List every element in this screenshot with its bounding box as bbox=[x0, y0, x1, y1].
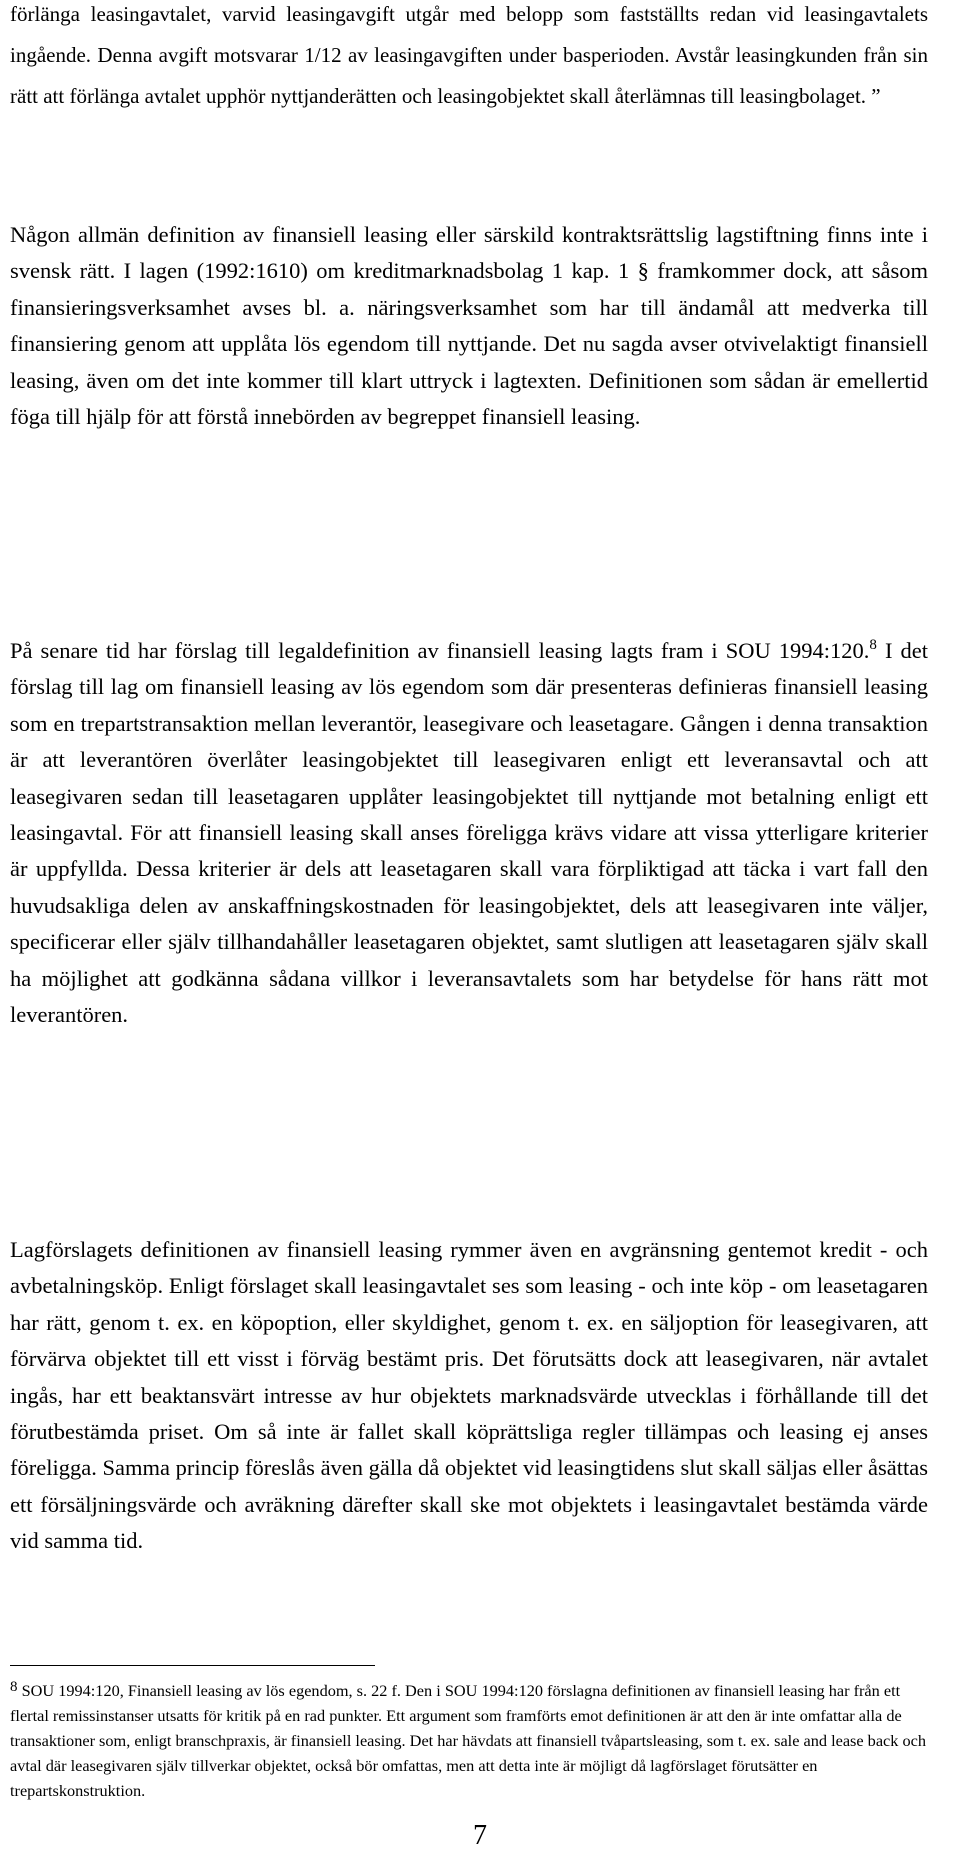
footnote-marker: 8 bbox=[10, 1679, 18, 1695]
paragraph-delimitation: Lagförslagets definitionen av finansiell leasing rymmer även en avgränsning gentemot kredit - och avbetalningsköp. Enligt förslaget skall leasingavtalet ses som leasing - och inte köp - om leasetagaren har rätt, genom t. ex. en köpoption, eller skyldighet, genom t. ex. en säljoption för leasegivaren, att förvärva objektet till ett visst i förväg bestämt pris. Det förutsätts dock att leasegivaren, när avtalet ingås, har ett beaktansvärt intresse av hur objektets marknadsvärde utvecklas i förhållande till det förutbestämda priset. Om så inte är fallet skall köprättsliga regler tillämpas och leasing ej anses föreligga. Samma princip föreslås även gälla då objektet vid leasingtidens slut skall säljas eller åsättas ett försäljningsvärde och avräkning därefter skall ske mot objektets i leasingavtalet bestämda värde vid samma tid. bbox=[10, 1237, 928, 1554]
page-number: 7 bbox=[473, 1820, 487, 1851]
footnote bbox=[10, 1678, 928, 1803]
footnote-separator bbox=[10, 1665, 375, 1666]
paragraph-sou-proposal-start: På senare tid har förslag till legaldefinition av finansiell leasing lagts fram i SOU 1994:120. bbox=[10, 638, 870, 663]
footnote-reference: 8 bbox=[869, 637, 877, 653]
paragraph-sou-proposal-rest: I det förslag till lag om finansiell leasing av lös egendom som där presenteras definieras finansiell leasing som en trepartstransaktion mellan leverantör, leasegivare och leasetagare. Gången i denna transaktion är att leverantören överlåter leasingobjektet till leasegivaren enligt ett leveransavtal och att leasegivaren sedan till leasetagaren upplåter leasingobjektet till nyttjande mot betalning enligt ett leasingavtal. För att finansiell leasing skall anses föreligga krävs vidare att vissa ytterligare kriterier är uppfyllda. Dessa kriterier är dels att leasetagaren skall vara förpliktigad att täcka i vart fall den huvudsakliga delen av anskaffningskostnaden för leasingobjektet, dels att leasegivaren inte väljer, specificerar eller själv tillhandahåller leasetagaren objektet, samt slutligen att leasetagaren själv skall ha möjlighet att godkänna sådana villkor i leveransavtalets som har betydelse för hans rätt mot leverantören. bbox=[10, 638, 929, 1028]
footnote-text: SOU 1994:120, Finansiell leasing av lös egendom, s. 22 f. Den i SOU 1994:120 förslagna definitionen av finansiell leasing har från ett flertal remissinstanser utsatts för kritik på en rad punkter. Ett argument som framförts emot definitionen är att den är inte omfattar alla de transaktioner som, enligt branschpraxis, är finansiell leasing. Det har hävdats att finansiell tvåpartsleasing, som t. ex. sale and lease back och avtal där leasegivaren själv tillverkar objektet, också bör omfattas, men att detta inte är möjligt då lagförslaget förutsätter en trepartskonstruktion. bbox=[10, 1681, 926, 1800]
paragraph-legal-definition: Någon allmän definition av finansiell leasing eller särskild kontraktsrättslig lagstiftning finns inte i svensk rätt. I lagen (1992:1610) om kreditmarknadsbolag 1 kap. 1 § framkommer dock, att såsom finansieringsverksamhet avses bl. a. näringsverksamhet som har till ändamål att medverka till finansiering genom att upplåta lös egendom till nyttjande. Det nu sagda avser otvivelaktigt finansiell leasing, även om det inte kommer till klart uttryck i lagtexten. Definitionen som sådan är emellertid föga till hjälp för att förstå innebörden av begreppet finansiell leasing. bbox=[10, 222, 928, 430]
paragraph-leasing-extension: förlänga leasingavtalet, varvid leasingavgift utgår med belopp som fastställts redan vid leasingavtalets ingående. Denna avgift motsvarar 1/12 av leasingavgiften under basperioden. Avstår leasingkunden från sin rätt att förlänga avtalet upphör nyttjanderätten och leasingobjektet skall återlämnas till leasingbolaget. ” bbox=[10, 2, 928, 108]
paragraph-sou-proposal bbox=[10, 633, 928, 1033]
